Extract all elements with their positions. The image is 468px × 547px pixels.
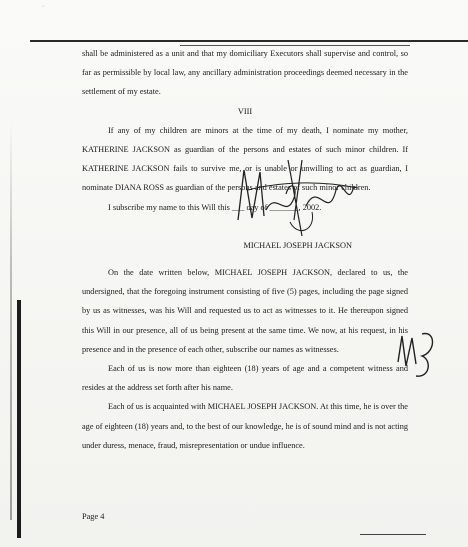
bottom-rule [360,534,426,535]
left-edge-shadow [10,120,12,520]
left-edge-bar [17,300,21,538]
paragraph-witness-1: On the date written below, MICHAEL JOSEPH JACKSON, declared to us, the undersigned, that the foregoing instrument consisting of five (5) pages, including the page signed by us as witnesses, was his Will and requested us to act as witnesses to it. He thereupon signed this Will in our presence, all of us being present at the same time. We now, at his request, in his presence and in the presence of each other, subscribe our names as witnesses. [82,268,408,354]
paragraph-guardian: If any of my children are minors at the time of my death, I nominate my mother, KATHERINE JACKSON as guardian of the persons and estates of such minor children. If KATHERINE JACKSON fails to survive me, or is unable or unwilling to act as guardian, I nominate DIANA ROSS as guardian of the persons and estates of such minor children. [82,125,408,193]
section-heading: VIII [237,106,253,116]
subscribe-line: I subscribe my name to this Will this ___ day of _______, 2002. [108,202,322,212]
page-body [82,44,408,455]
paragraph-witness-3: Each of us is acquainted with MICHAEL JOSEPH JACKSON. At this time, he is over the age of eighteen (18) years and, to the best of our knowledge, he is of sound mind and is not acting under duress, menace, fraud, misrepresentation or undue influence. [82,402,408,450]
scan-speck: · [42,4,44,10]
top-rule [30,40,468,42]
signature-name: MICHAEL JOSEPH JACKSON [243,240,352,250]
paragraph-witness-2: Each of us is now more than eighteen (18) years of age and a competent witness and resides at the address set forth after his name. [82,364,408,393]
paragraph-continuation: shall be administered as a unit and that my domiciliary Executors shall supervise and control, so far as permissible by local law, any ancillary administration proceedings deemed necessary in the settlement of my estate. [82,49,408,97]
page-number: Page 4 [82,512,105,521]
